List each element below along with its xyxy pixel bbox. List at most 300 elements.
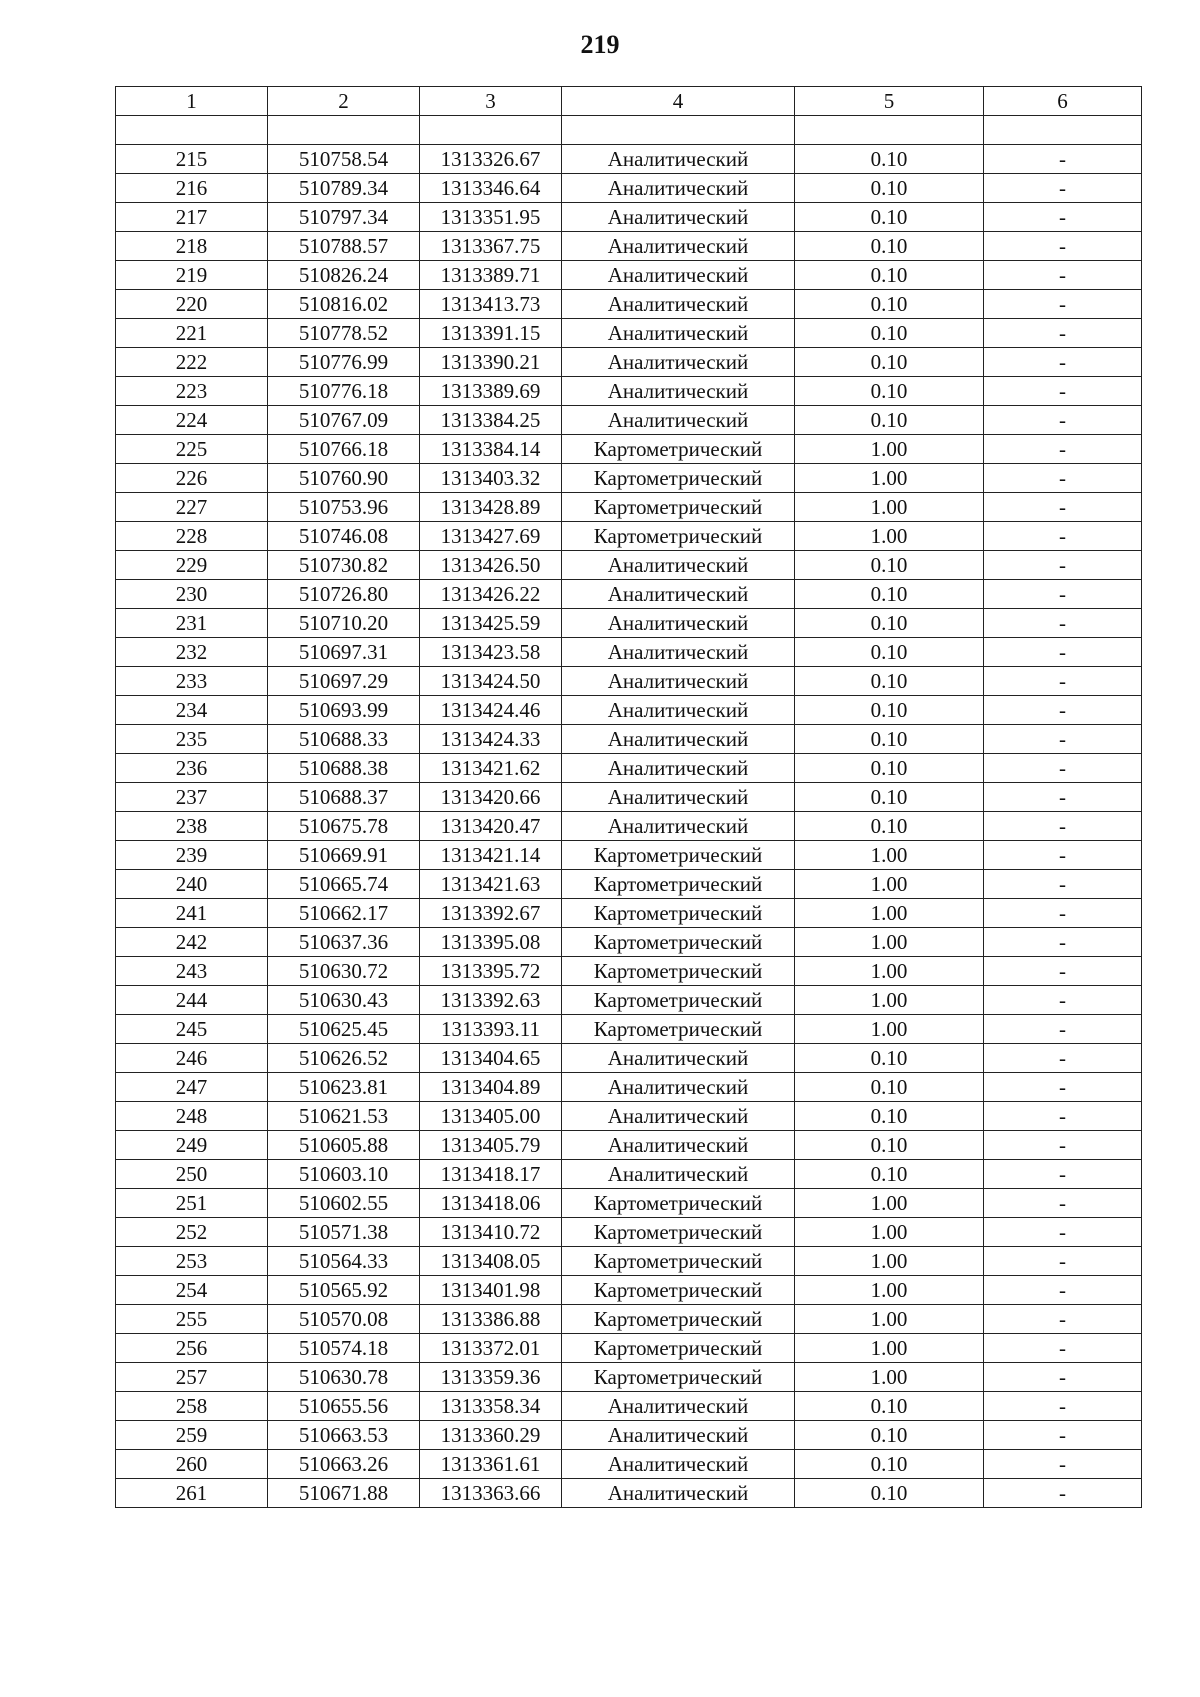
table-cell: 244 [116, 986, 268, 1015]
table-cell: 1313395.08 [420, 928, 562, 957]
table-cell: 1313361.61 [420, 1450, 562, 1479]
header-row [116, 87, 1142, 116]
table-cell: 1313426.50 [420, 551, 562, 580]
table-row [116, 1392, 1142, 1421]
table-cell: 247 [116, 1073, 268, 1102]
table-row [116, 145, 1142, 174]
page-number: 219 [580, 30, 620, 59]
table-cell: - [984, 812, 1142, 841]
table-cell: 510710.20 [268, 609, 420, 638]
table-cell: 1313386.88 [420, 1305, 562, 1334]
table-cell: 1.00 [795, 1334, 984, 1363]
table-row [116, 1044, 1142, 1073]
table-cell: 510669.91 [268, 841, 420, 870]
table-cell: 259 [116, 1421, 268, 1450]
table-cell: 1313413.73 [420, 290, 562, 319]
table-cell: 510753.96 [268, 493, 420, 522]
table-cell: 1.00 [795, 1305, 984, 1334]
table-cell: 1313424.46 [420, 696, 562, 725]
table-cell: Аналитический [562, 667, 795, 696]
table-row [116, 1160, 1142, 1189]
table-cell: 510730.82 [268, 551, 420, 580]
table-cell: Аналитический [562, 174, 795, 203]
table-row [116, 232, 1142, 261]
table-cell: 1313403.32 [420, 464, 562, 493]
table-cell: 222 [116, 348, 268, 377]
table-cell: Аналитический [562, 1479, 795, 1508]
table-cell [984, 116, 1142, 145]
table-cell: 510797.34 [268, 203, 420, 232]
table-cell: 510788.57 [268, 232, 420, 261]
table-cell: Картометрический [562, 1015, 795, 1044]
table-cell: - [984, 1305, 1142, 1334]
table-cell: Аналитический [562, 232, 795, 261]
table-cell: Картометрический [562, 1334, 795, 1363]
table-cell: 224 [116, 406, 268, 435]
table-cell: 1313421.14 [420, 841, 562, 870]
table-cell: 1.00 [795, 1276, 984, 1305]
table-cell: 1313404.89 [420, 1073, 562, 1102]
table-cell: - [984, 406, 1142, 435]
table-row [116, 1218, 1142, 1247]
table-body [116, 116, 1142, 1508]
table-cell: 1313367.75 [420, 232, 562, 261]
table-cell: 0.10 [795, 1479, 984, 1508]
table-cell: 510621.53 [268, 1102, 420, 1131]
table-cell: - [984, 841, 1142, 870]
table-cell: 1.00 [795, 1247, 984, 1276]
table-cell: 1.00 [795, 464, 984, 493]
table-row [116, 203, 1142, 232]
table-cell: 510570.08 [268, 1305, 420, 1334]
table-cell: Аналитический [562, 638, 795, 667]
table-cell: 217 [116, 203, 268, 232]
table-cell: 1313401.98 [420, 1276, 562, 1305]
table-cell: 1313363.66 [420, 1479, 562, 1508]
table-cell: 242 [116, 928, 268, 957]
table-cell: 510789.34 [268, 174, 420, 203]
table-cell: - [984, 783, 1142, 812]
table-cell: 1.00 [795, 1015, 984, 1044]
table-cell: - [984, 1392, 1142, 1421]
table-cell: Картометрический [562, 1305, 795, 1334]
table-cell: Аналитический [562, 203, 795, 232]
table-cell: - [984, 754, 1142, 783]
table-cell: Аналитический [562, 1044, 795, 1073]
table-row [116, 261, 1142, 290]
table-cell: 1313384.25 [420, 406, 562, 435]
table-cell: 1313395.72 [420, 957, 562, 986]
table-cell: 510778.52 [268, 319, 420, 348]
table-row [116, 174, 1142, 203]
table-cell: Аналитический [562, 1131, 795, 1160]
table-cell: Картометрический [562, 1218, 795, 1247]
table-cell: 0.10 [795, 406, 984, 435]
table-cell: 0.10 [795, 203, 984, 232]
table-cell: 220 [116, 290, 268, 319]
table-cell: Аналитический [562, 783, 795, 812]
table-cell: 0.10 [795, 754, 984, 783]
table-cell: 0.10 [795, 1044, 984, 1073]
table-cell: 234 [116, 696, 268, 725]
table-cell: 1.00 [795, 1218, 984, 1247]
table-cell: Аналитический [562, 1421, 795, 1450]
column-header: 1 [116, 87, 268, 116]
table-row [116, 580, 1142, 609]
table-cell: - [984, 551, 1142, 580]
table-cell: 510605.88 [268, 1131, 420, 1160]
table-cell: 1.00 [795, 435, 984, 464]
table-cell: 1313326.67 [420, 145, 562, 174]
table-cell: 1.00 [795, 957, 984, 986]
table-cell [562, 116, 795, 145]
table-cell: 1313384.14 [420, 435, 562, 464]
table-row [116, 638, 1142, 667]
table-row [116, 1073, 1142, 1102]
table-cell: - [984, 899, 1142, 928]
table-cell: - [984, 1479, 1142, 1508]
table-cell: - [984, 435, 1142, 464]
table-cell: 223 [116, 377, 268, 406]
table-cell: 0.10 [795, 725, 984, 754]
table-cell: 0.10 [795, 1450, 984, 1479]
table-cell: 228 [116, 522, 268, 551]
table-cell: 252 [116, 1218, 268, 1247]
table-cell: 1313421.63 [420, 870, 562, 899]
table-cell: - [984, 1189, 1142, 1218]
table-cell: 510826.24 [268, 261, 420, 290]
table-cell: - [984, 1218, 1142, 1247]
table-cell: 510776.99 [268, 348, 420, 377]
table-cell: Аналитический [562, 1392, 795, 1421]
table-cell: 1.00 [795, 899, 984, 928]
table-cell: 510663.53 [268, 1421, 420, 1450]
table-cell: 254 [116, 1276, 268, 1305]
table-cell: 0.10 [795, 1160, 984, 1189]
table-cell: - [984, 522, 1142, 551]
table-row [116, 841, 1142, 870]
table-cell: Картометрический [562, 435, 795, 464]
table-cell: - [984, 377, 1142, 406]
table-cell: - [984, 232, 1142, 261]
table-cell: 1.00 [795, 870, 984, 899]
table-cell: 0.10 [795, 667, 984, 696]
table-cell: 1313405.79 [420, 1131, 562, 1160]
table-cell: Картометрический [562, 1189, 795, 1218]
table-cell: Аналитический [562, 609, 795, 638]
table-cell: 1313424.33 [420, 725, 562, 754]
table-cell: 231 [116, 609, 268, 638]
table-cell: 253 [116, 1247, 268, 1276]
table-cell: Аналитический [562, 348, 795, 377]
table-row [116, 1247, 1142, 1276]
table-row [116, 696, 1142, 725]
table-cell: 1313424.50 [420, 667, 562, 696]
table-row [116, 1334, 1142, 1363]
table-cell: 215 [116, 145, 268, 174]
table-cell: 1313410.72 [420, 1218, 562, 1247]
table-cell: - [984, 1421, 1142, 1450]
table-cell: - [984, 1450, 1142, 1479]
table-cell: 0.10 [795, 290, 984, 319]
table-cell: - [984, 1363, 1142, 1392]
table-cell: 1.00 [795, 841, 984, 870]
table-cell: 510571.38 [268, 1218, 420, 1247]
table-cell: 0.10 [795, 609, 984, 638]
table-cell: 510758.54 [268, 145, 420, 174]
table-cell: 510665.74 [268, 870, 420, 899]
table-cell: 1.00 [795, 493, 984, 522]
table-cell: 257 [116, 1363, 268, 1392]
table-cell: 510565.92 [268, 1276, 420, 1305]
table-cell: 1313425.59 [420, 609, 562, 638]
table-cell: 237 [116, 783, 268, 812]
table-row [116, 1276, 1142, 1305]
table-cell: Аналитический [562, 1073, 795, 1102]
table-cell: 245 [116, 1015, 268, 1044]
table-cell: 227 [116, 493, 268, 522]
table-cell [795, 116, 984, 145]
table-cell: 510693.99 [268, 696, 420, 725]
table-cell: 235 [116, 725, 268, 754]
table-row [116, 1189, 1142, 1218]
table-cell: 246 [116, 1044, 268, 1073]
table-cell: 1313372.01 [420, 1334, 562, 1363]
table-cell: Картометрический [562, 928, 795, 957]
table-cell: - [984, 1334, 1142, 1363]
table-row [116, 522, 1142, 551]
table-row [116, 464, 1142, 493]
table-cell: 0.10 [795, 580, 984, 609]
table-cell: 510623.81 [268, 1073, 420, 1102]
table-row [116, 957, 1142, 986]
table-cell: - [984, 261, 1142, 290]
table-cell: 232 [116, 638, 268, 667]
table-cell: 233 [116, 667, 268, 696]
table-cell: - [984, 667, 1142, 696]
table-row [116, 493, 1142, 522]
table-cell: - [984, 319, 1142, 348]
table-cell: - [984, 696, 1142, 725]
table-cell: Аналитический [562, 261, 795, 290]
table-cell: - [984, 928, 1142, 957]
table-row [116, 609, 1142, 638]
table-cell: 1.00 [795, 928, 984, 957]
table-cell: 1313426.22 [420, 580, 562, 609]
table-cell: 510602.55 [268, 1189, 420, 1218]
table-cell: 1313351.95 [420, 203, 562, 232]
column-header: 4 [562, 87, 795, 116]
table-row [116, 435, 1142, 464]
table-cell: Картометрический [562, 1276, 795, 1305]
table-cell: 1313421.62 [420, 754, 562, 783]
table-cell: 510625.45 [268, 1015, 420, 1044]
table-row [116, 1305, 1142, 1334]
table-cell: 236 [116, 754, 268, 783]
table-cell: Картометрический [562, 1247, 795, 1276]
table-row [116, 1479, 1142, 1508]
table-row [116, 348, 1142, 377]
table-cell: 229 [116, 551, 268, 580]
table-cell: - [984, 638, 1142, 667]
table-cell: 0.10 [795, 551, 984, 580]
table-cell: 1313428.89 [420, 493, 562, 522]
table-cell: 238 [116, 812, 268, 841]
table-cell: 0.10 [795, 348, 984, 377]
table-row [116, 667, 1142, 696]
table-cell: 1.00 [795, 522, 984, 551]
table-cell: 249 [116, 1131, 268, 1160]
table-cell: 225 [116, 435, 268, 464]
table-cell: 510776.18 [268, 377, 420, 406]
table-cell: 510726.80 [268, 580, 420, 609]
table-cell: 510662.17 [268, 899, 420, 928]
table-cell: 1313423.58 [420, 638, 562, 667]
table-cell: 1313408.05 [420, 1247, 562, 1276]
table-cell: 250 [116, 1160, 268, 1189]
table-cell: 0.10 [795, 377, 984, 406]
table-cell: - [984, 870, 1142, 899]
table-cell: 239 [116, 841, 268, 870]
table-cell: - [984, 1102, 1142, 1131]
table-cell: 243 [116, 957, 268, 986]
table-cell: 510688.33 [268, 725, 420, 754]
table-cell: 1313346.64 [420, 174, 562, 203]
table-row [116, 116, 1142, 145]
table-cell: 1313392.63 [420, 986, 562, 1015]
table-cell: 1313404.65 [420, 1044, 562, 1073]
table-row [116, 725, 1142, 754]
coordinates-table [115, 86, 1142, 1508]
table-cell: 1313418.06 [420, 1189, 562, 1218]
table-cell: - [984, 1247, 1142, 1276]
table-cell: 216 [116, 174, 268, 203]
table-cell: 1313390.21 [420, 348, 562, 377]
table-cell: Аналитический [562, 551, 795, 580]
table-cell: Аналитический [562, 812, 795, 841]
table-cell: Картометрический [562, 464, 795, 493]
table-cell: 1313389.71 [420, 261, 562, 290]
column-header: 6 [984, 87, 1142, 116]
table-cell: 510564.33 [268, 1247, 420, 1276]
table-cell: 1313392.67 [420, 899, 562, 928]
table-cell: - [984, 348, 1142, 377]
table-cell: 1313405.00 [420, 1102, 562, 1131]
table-cell: - [984, 145, 1142, 174]
table-cell: Аналитический [562, 725, 795, 754]
table-cell: 0.10 [795, 319, 984, 348]
table-cell: 251 [116, 1189, 268, 1218]
table-cell: 256 [116, 1334, 268, 1363]
table-cell: 1.00 [795, 1189, 984, 1218]
table-cell: 510675.78 [268, 812, 420, 841]
table-row [116, 551, 1142, 580]
table-cell: 0.10 [795, 812, 984, 841]
table-cell: 230 [116, 580, 268, 609]
column-header: 2 [268, 87, 420, 116]
table-cell: Аналитический [562, 406, 795, 435]
table-cell: - [984, 1160, 1142, 1189]
table-cell [268, 116, 420, 145]
table-cell: 240 [116, 870, 268, 899]
table-cell: 241 [116, 899, 268, 928]
table-cell: 0.10 [795, 1073, 984, 1102]
table-cell: 1313358.34 [420, 1392, 562, 1421]
table-row [116, 319, 1142, 348]
table-row [116, 899, 1142, 928]
table-cell: 510655.56 [268, 1392, 420, 1421]
table-cell: - [984, 1073, 1142, 1102]
table-cell: 510688.37 [268, 783, 420, 812]
table-cell: 0.10 [795, 1102, 984, 1131]
table-cell: 510637.36 [268, 928, 420, 957]
table-cell: Картометрический [562, 870, 795, 899]
table-cell: 1.00 [795, 1363, 984, 1392]
table-cell: - [984, 986, 1142, 1015]
column-header: 3 [420, 87, 562, 116]
table-cell: 0.10 [795, 783, 984, 812]
table-row [116, 812, 1142, 841]
table-cell: 1313420.47 [420, 812, 562, 841]
table-row [116, 290, 1142, 319]
table-cell: 226 [116, 464, 268, 493]
table-cell: 1313393.11 [420, 1015, 562, 1044]
table-cell: - [984, 580, 1142, 609]
table-cell: 510816.02 [268, 290, 420, 319]
table-cell: 510766.18 [268, 435, 420, 464]
table-cell: - [984, 174, 1142, 203]
table-cell: - [984, 957, 1142, 986]
table-row [116, 1363, 1142, 1392]
table-cell: Аналитический [562, 377, 795, 406]
table-cell: 1313391.15 [420, 319, 562, 348]
table-cell: - [984, 464, 1142, 493]
column-header: 5 [795, 87, 984, 116]
table-cell: 1313418.17 [420, 1160, 562, 1189]
table-row [116, 1015, 1142, 1044]
table-row [116, 1131, 1142, 1160]
table-cell: Аналитический [562, 319, 795, 348]
table-cell: Картометрический [562, 522, 795, 551]
table-cell: - [984, 1131, 1142, 1160]
table-cell: 510630.78 [268, 1363, 420, 1392]
table-cell: 510630.43 [268, 986, 420, 1015]
table-row [116, 783, 1142, 812]
table-cell: Аналитический [562, 580, 795, 609]
table-row [116, 1421, 1142, 1450]
table-cell: - [984, 725, 1142, 754]
table-cell: 1313389.69 [420, 377, 562, 406]
table-cell: Картометрический [562, 957, 795, 986]
table-cell: 1313360.29 [420, 1421, 562, 1450]
table-cell: Аналитический [562, 290, 795, 319]
table-row [116, 1450, 1142, 1479]
table-cell: 510663.26 [268, 1450, 420, 1479]
table-cell: Аналитический [562, 145, 795, 174]
table-cell [420, 116, 562, 145]
table-cell: Картометрический [562, 986, 795, 1015]
table-cell: 0.10 [795, 174, 984, 203]
table-cell: - [984, 609, 1142, 638]
table-cell: 510671.88 [268, 1479, 420, 1508]
table-row [116, 377, 1142, 406]
table-cell: 510760.90 [268, 464, 420, 493]
table-cell: 0.10 [795, 638, 984, 667]
table-cell: 1313420.66 [420, 783, 562, 812]
table-cell: 260 [116, 1450, 268, 1479]
table-cell: 510746.08 [268, 522, 420, 551]
table-row [116, 928, 1142, 957]
